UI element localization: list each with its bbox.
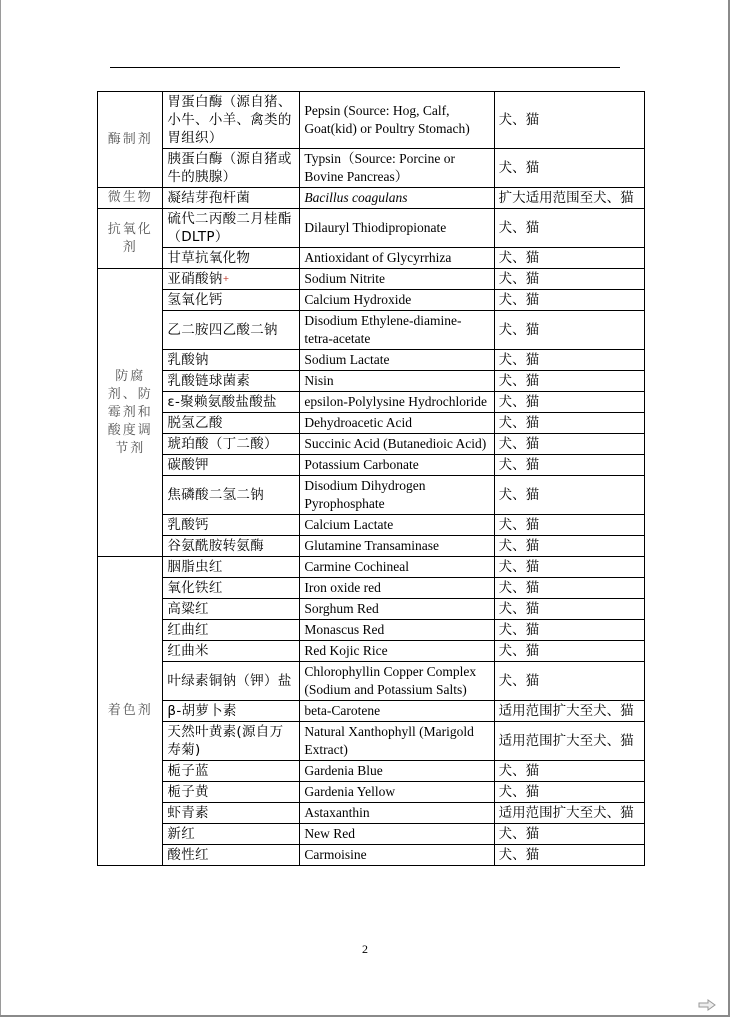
chinese-name-cell bbox=[163, 761, 300, 782]
table-row bbox=[98, 701, 645, 722]
table-row bbox=[98, 782, 645, 803]
scope-cell: 犬、猫 bbox=[494, 476, 644, 515]
scope-cell: 犬、猫 bbox=[494, 434, 644, 455]
scope-cell: 犬、猫 bbox=[494, 209, 644, 248]
scope-cell: 犬、猫 bbox=[494, 662, 644, 701]
table-row bbox=[98, 188, 645, 209]
scope-cell: 犬、猫 bbox=[494, 413, 644, 434]
scope-cell: 适用范围扩大至犬、猫 bbox=[494, 803, 644, 824]
table-row bbox=[98, 371, 645, 392]
category-cell: 抗氧化剂 bbox=[98, 209, 163, 269]
chinese-name: 氧化铁红 bbox=[167, 580, 223, 596]
english-name-cell: Natural Xanthophyll (Marigold Extract) bbox=[300, 722, 494, 761]
scope-cell: 犬、猫 bbox=[494, 371, 644, 392]
english-name-cell: Glutamine Transaminase bbox=[300, 536, 494, 557]
chinese-name: 乳酸钠 bbox=[167, 352, 209, 368]
chinese-name: 新红 bbox=[167, 826, 196, 842]
scope-cell: 犬、猫 bbox=[494, 641, 644, 662]
english-name-cell: Disodium Dihydrogen Pyrophosphate bbox=[300, 476, 494, 515]
scope-cell: 犬、猫 bbox=[494, 92, 644, 149]
chinese-name-cell bbox=[163, 188, 300, 209]
chinese-name-cell bbox=[163, 557, 300, 578]
category-cell: 着色剂 bbox=[98, 557, 163, 866]
table-row bbox=[98, 92, 645, 149]
chinese-name-cell bbox=[163, 782, 300, 803]
chinese-name-cell bbox=[163, 803, 300, 824]
page-number: 2 bbox=[362, 942, 368, 956]
english-name-cell: Chlorophyllin Copper Complex (Sodium and Potassium Salts) bbox=[300, 662, 494, 701]
chinese-name: 碳酸钾 bbox=[167, 457, 209, 473]
page-header-rule bbox=[110, 67, 620, 68]
english-name-cell: Sodium Nitrite bbox=[300, 269, 494, 290]
scope-cell: 犬、猫 bbox=[494, 149, 644, 188]
chinese-name-cell bbox=[163, 515, 300, 536]
chinese-name: 高粱红 bbox=[167, 601, 209, 617]
scope-cell: 适用范围扩大至犬、猫 bbox=[494, 722, 644, 761]
table-row bbox=[98, 620, 645, 641]
chinese-name: 甘草抗氧化物 bbox=[167, 250, 251, 266]
table-row bbox=[98, 662, 645, 701]
chinese-name-cell bbox=[163, 209, 300, 248]
english-name-cell: Sorghum Red bbox=[300, 599, 494, 620]
chinese-name: 氢氧化钙 bbox=[167, 292, 223, 308]
english-name-cell: Calcium Lactate bbox=[300, 515, 494, 536]
english-name-cell: Iron oxide red bbox=[300, 578, 494, 599]
table-row bbox=[98, 845, 645, 866]
scope-cell: 犬、猫 bbox=[494, 392, 644, 413]
table-row bbox=[98, 641, 645, 662]
table-row bbox=[98, 803, 645, 824]
table-row bbox=[98, 455, 645, 476]
chinese-name: 叶绿素铜钠（钾）盐 bbox=[167, 673, 292, 689]
chinese-name-cell bbox=[163, 269, 300, 290]
scope-cell: 犬、猫 bbox=[494, 599, 644, 620]
table-row bbox=[98, 311, 645, 350]
scope-cell: 适用范围扩大至犬、猫 bbox=[494, 701, 644, 722]
chinese-name-cell bbox=[163, 149, 300, 188]
chinese-name-cell bbox=[163, 350, 300, 371]
scope-cell: 犬、猫 bbox=[494, 269, 644, 290]
chinese-name-cell bbox=[163, 701, 300, 722]
table-row bbox=[98, 290, 645, 311]
table-row bbox=[98, 149, 645, 188]
chinese-name-cell bbox=[163, 641, 300, 662]
chinese-name-cell bbox=[163, 578, 300, 599]
chinese-name-cell bbox=[163, 413, 300, 434]
scope-cell: 犬、猫 bbox=[494, 290, 644, 311]
english-name-cell: Disodium Ethylene-diamine-tetra-acetate bbox=[300, 311, 494, 350]
scope-cell: 犬、猫 bbox=[494, 824, 644, 845]
chinese-name-cell bbox=[163, 92, 300, 149]
chinese-name: 胭脂虫红 bbox=[167, 559, 223, 575]
chinese-name: 虾青素 bbox=[167, 805, 209, 821]
chinese-name: 天然叶黄素(源自万寿菊) bbox=[167, 724, 284, 758]
english-name-cell: Sodium Lactate bbox=[300, 350, 494, 371]
english-name-cell: New Red bbox=[300, 824, 494, 845]
chinese-name: 硫代二丙酸二月桂酯（DLTP） bbox=[167, 211, 292, 245]
chinese-name: 栀子黄 bbox=[167, 784, 209, 800]
chinese-name: 酸性红 bbox=[167, 847, 209, 863]
chinese-name-cell bbox=[163, 845, 300, 866]
footnote-mark: + bbox=[222, 274, 230, 283]
english-name-cell: epsilon-Polylysine Hydrochloride bbox=[300, 392, 494, 413]
english-name-cell: Potassium Carbonate bbox=[300, 455, 494, 476]
scope-cell: 犬、猫 bbox=[494, 761, 644, 782]
chinese-name-cell bbox=[163, 290, 300, 311]
chinese-name: 乳酸链球菌素 bbox=[167, 373, 251, 389]
chinese-name: 红曲米 bbox=[167, 643, 209, 659]
chinese-name-cell bbox=[163, 392, 300, 413]
english-name-cell: Typsin（Source: Porcine or Bovine Pancreas） bbox=[300, 149, 494, 188]
scope-cell: 犬、猫 bbox=[494, 311, 644, 350]
table-row bbox=[98, 269, 645, 290]
chinese-name-cell bbox=[163, 824, 300, 845]
scope-cell: 犬、猫 bbox=[494, 845, 644, 866]
chinese-name: 胰蛋白酶（源自猪或牛的胰腺） bbox=[167, 151, 292, 185]
chinese-name-cell bbox=[163, 722, 300, 761]
scope-cell: 犬、猫 bbox=[494, 578, 644, 599]
english-name-cell: Bacillus coagulans bbox=[300, 188, 494, 209]
scope-cell: 犬、猫 bbox=[494, 455, 644, 476]
chinese-name-cell bbox=[163, 476, 300, 515]
scope-cell: 犬、猫 bbox=[494, 248, 644, 269]
window-border-left bbox=[0, 0, 1, 1017]
english-name-cell: Astaxanthin bbox=[300, 803, 494, 824]
category-cell: 微生物 bbox=[98, 188, 163, 209]
table-row bbox=[98, 824, 645, 845]
table-row bbox=[98, 515, 645, 536]
chinese-name: 栀子蓝 bbox=[167, 763, 209, 779]
english-name-cell: Gardenia Yellow bbox=[300, 782, 494, 803]
chinese-name-cell bbox=[163, 599, 300, 620]
category-cell: 酶制剂 bbox=[98, 92, 163, 188]
chinese-name: 琥珀酸（丁二酸） bbox=[167, 436, 278, 452]
scope-cell: 犬、猫 bbox=[494, 782, 644, 803]
table-row bbox=[98, 350, 645, 371]
scope-cell: 犬、猫 bbox=[494, 620, 644, 641]
next-page-arrow-icon[interactable] bbox=[698, 999, 716, 1011]
chinese-name-cell bbox=[163, 311, 300, 350]
scope-cell: 犬、猫 bbox=[494, 536, 644, 557]
english-name-cell: Dehydroacetic Acid bbox=[300, 413, 494, 434]
english-name-cell: Nisin bbox=[300, 371, 494, 392]
chinese-name-cell bbox=[163, 620, 300, 641]
english-name-cell: Calcium Hydroxide bbox=[300, 290, 494, 311]
additive-table bbox=[97, 91, 645, 866]
chinese-name-cell bbox=[163, 662, 300, 701]
chinese-name-cell bbox=[163, 248, 300, 269]
chinese-name: 焦磷酸二氢二钠 bbox=[167, 487, 265, 503]
chinese-name-cell bbox=[163, 371, 300, 392]
english-name-cell: beta-Carotene bbox=[300, 701, 494, 722]
table-row bbox=[98, 413, 645, 434]
category-cell: 防腐剂、防霉剂和酸度调节剂 bbox=[98, 269, 163, 557]
table-row bbox=[98, 392, 645, 413]
table-row bbox=[98, 761, 645, 782]
chinese-name-cell bbox=[163, 455, 300, 476]
chinese-name: 红曲红 bbox=[167, 622, 209, 638]
english-name-cell: Dilauryl Thiodipropionate bbox=[300, 209, 494, 248]
chinese-name-cell bbox=[163, 434, 300, 455]
english-name-cell: Carmine Cochineal bbox=[300, 557, 494, 578]
table-row bbox=[98, 248, 645, 269]
chinese-name: β-胡萝卜素 bbox=[167, 703, 237, 719]
chinese-name: 脱氢乙酸 bbox=[167, 415, 223, 431]
table-row bbox=[98, 434, 645, 455]
table-row bbox=[98, 476, 645, 515]
table-row bbox=[98, 578, 645, 599]
scope-cell: 扩大适用范围至犬、猫 bbox=[494, 188, 644, 209]
chinese-name: 谷氨酰胺转氨酶 bbox=[167, 538, 265, 554]
english-name-cell: Antioxidant of Glycyrrhiza bbox=[300, 248, 494, 269]
english-name-cell: Carmoisine bbox=[300, 845, 494, 866]
chinese-name: ε-聚赖氨酸盐酸盐 bbox=[167, 394, 277, 410]
english-name-cell: Red Kojic Rice bbox=[300, 641, 494, 662]
table-row bbox=[98, 536, 645, 557]
chinese-name: 亚硝酸钠 bbox=[167, 271, 223, 287]
scope-cell: 犬、猫 bbox=[494, 557, 644, 578]
table-row bbox=[98, 722, 645, 761]
english-name-cell: Monascus Red bbox=[300, 620, 494, 641]
english-name-cell: Pepsin (Source: Hog, Calf, Goat(kid) or Poultry Stomach) bbox=[300, 92, 494, 149]
table-row bbox=[98, 599, 645, 620]
chinese-name: 凝结芽孢杆菌 bbox=[167, 190, 251, 206]
chinese-name: 乳酸钙 bbox=[167, 517, 209, 533]
chinese-name: 胃蛋白酶（源自猪、小牛、小羊、禽类的胃组织） bbox=[167, 94, 292, 146]
scope-cell: 犬、猫 bbox=[494, 515, 644, 536]
table-row bbox=[98, 557, 645, 578]
english-name-cell: Succinic Acid (Butanedioic Acid) bbox=[300, 434, 494, 455]
chinese-name-cell bbox=[163, 536, 300, 557]
english-name-cell: Gardenia Blue bbox=[300, 761, 494, 782]
table-row bbox=[98, 209, 645, 248]
scope-cell: 犬、猫 bbox=[494, 350, 644, 371]
chinese-name: 乙二胺四乙酸二钠 bbox=[167, 322, 278, 338]
